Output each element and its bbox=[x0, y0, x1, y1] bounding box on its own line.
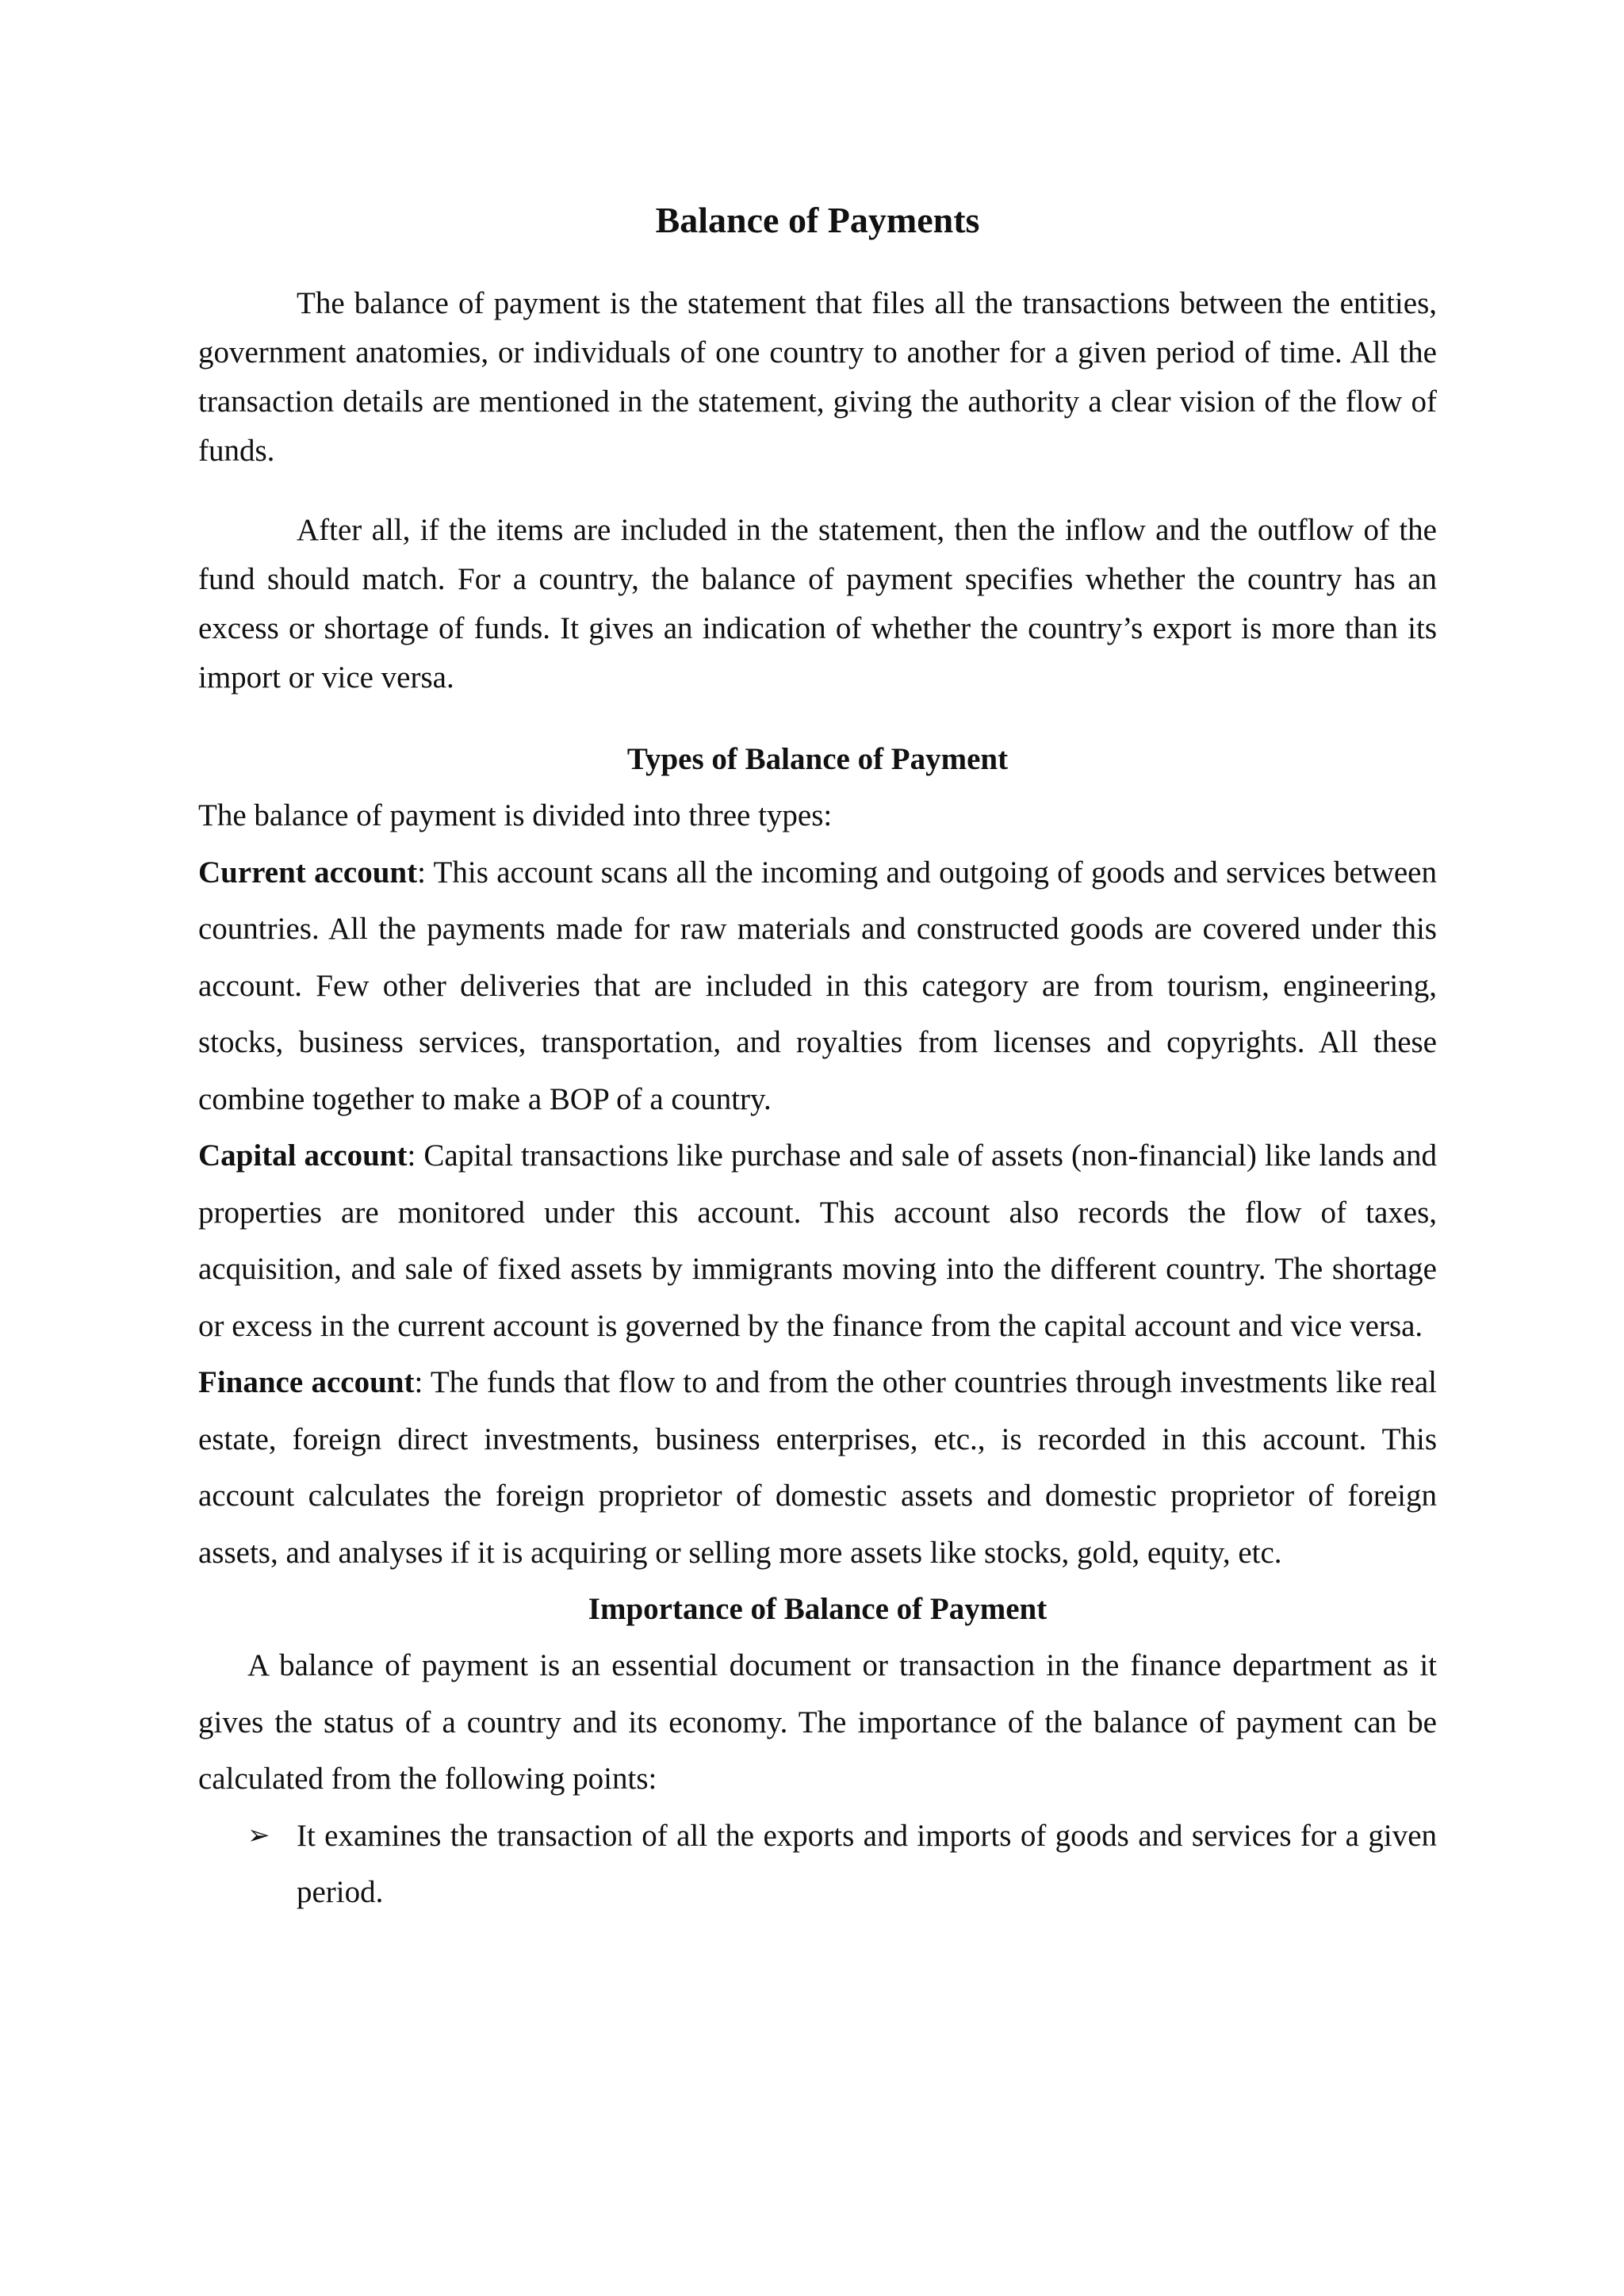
intro-paragraph-1: The balance of payment is the statement that files all the transactions between the entities, government anatomies, or individuals of one country to another for a given period of time. All the transaction details are mentioned in the statement, giving the authority a clear vision of the flow of funds. bbox=[198, 286, 1437, 468]
capital-account-term: Capital account bbox=[198, 1138, 408, 1173]
intro-paragraph-2: After all, if the items are included in the statement, then the inflow and the outflow of the fund should match. For a country, the balance of payment specifies whether the country has an excess or shortage of funds. It gives an indication of whether the country’s export is more than its import or vice versa. bbox=[198, 513, 1437, 695]
document-page bbox=[198, 190, 1437, 1921]
importance-paragraph: A balance of payment is an essential document or transaction in the finance department as it gives the status of a country and its economy. The importance of the balance of payment can be calculated from the following points: bbox=[198, 1648, 1437, 1796]
current-account-paragraph bbox=[198, 844, 1437, 1128]
importance-bullet-list bbox=[198, 1808, 1437, 1921]
bullet-text: It examines the transaction of all the exports and imports of goods and services for a given period. bbox=[297, 1818, 1437, 1909]
arrow-bullet-icon: ➢ bbox=[247, 1819, 270, 1851]
finance-account-term: Finance account bbox=[198, 1365, 415, 1399]
capital-account-paragraph bbox=[198, 1127, 1437, 1354]
current-account-text: : This account scans all the incoming and outgoing of goods and services between countries. All the payments made for raw materials and constructed goods are covered under this account. Few other deliveries that are included in this category are from tourism, engineering, stocks, business services, transportation, and royalties from licenses and copyrights. All these combine together to make a BOP of a country. bbox=[198, 855, 1437, 1116]
finance-account-text: : The funds that flow to and from the other countries through investments like real estate, foreign direct investments, business enterprises, etc., is recorded in this account. This account calculates the foreign proprietor of domestic assets and domestic proprietor of foreign assets, and analyses if it is acquiring or selling more assets like stocks, gold, equity, etc. bbox=[198, 1365, 1437, 1570]
capital-account-text: : Capital transactions like purchase and sale of assets (non-financial) like lands and properties are monitored under this account. This account also records the flow of taxes, acquisition, and sale of fixed assets by immigrants moving into the different country. The shortage or excess in the current account is governed by the finance from the capital account and vice versa. bbox=[198, 1138, 1438, 1343]
document-title: Balance of Payments bbox=[655, 200, 980, 240]
types-lead-text: The balance of payment is divided into three types: bbox=[198, 798, 833, 832]
list-item bbox=[198, 1808, 1437, 1921]
types-section-heading: Types of Balance of Payment bbox=[626, 742, 1009, 776]
importance-section-heading: Importance of Balance of Payment bbox=[588, 1592, 1048, 1626]
current-account-term: Current account bbox=[198, 855, 418, 890]
finance-account-paragraph bbox=[198, 1354, 1437, 1581]
